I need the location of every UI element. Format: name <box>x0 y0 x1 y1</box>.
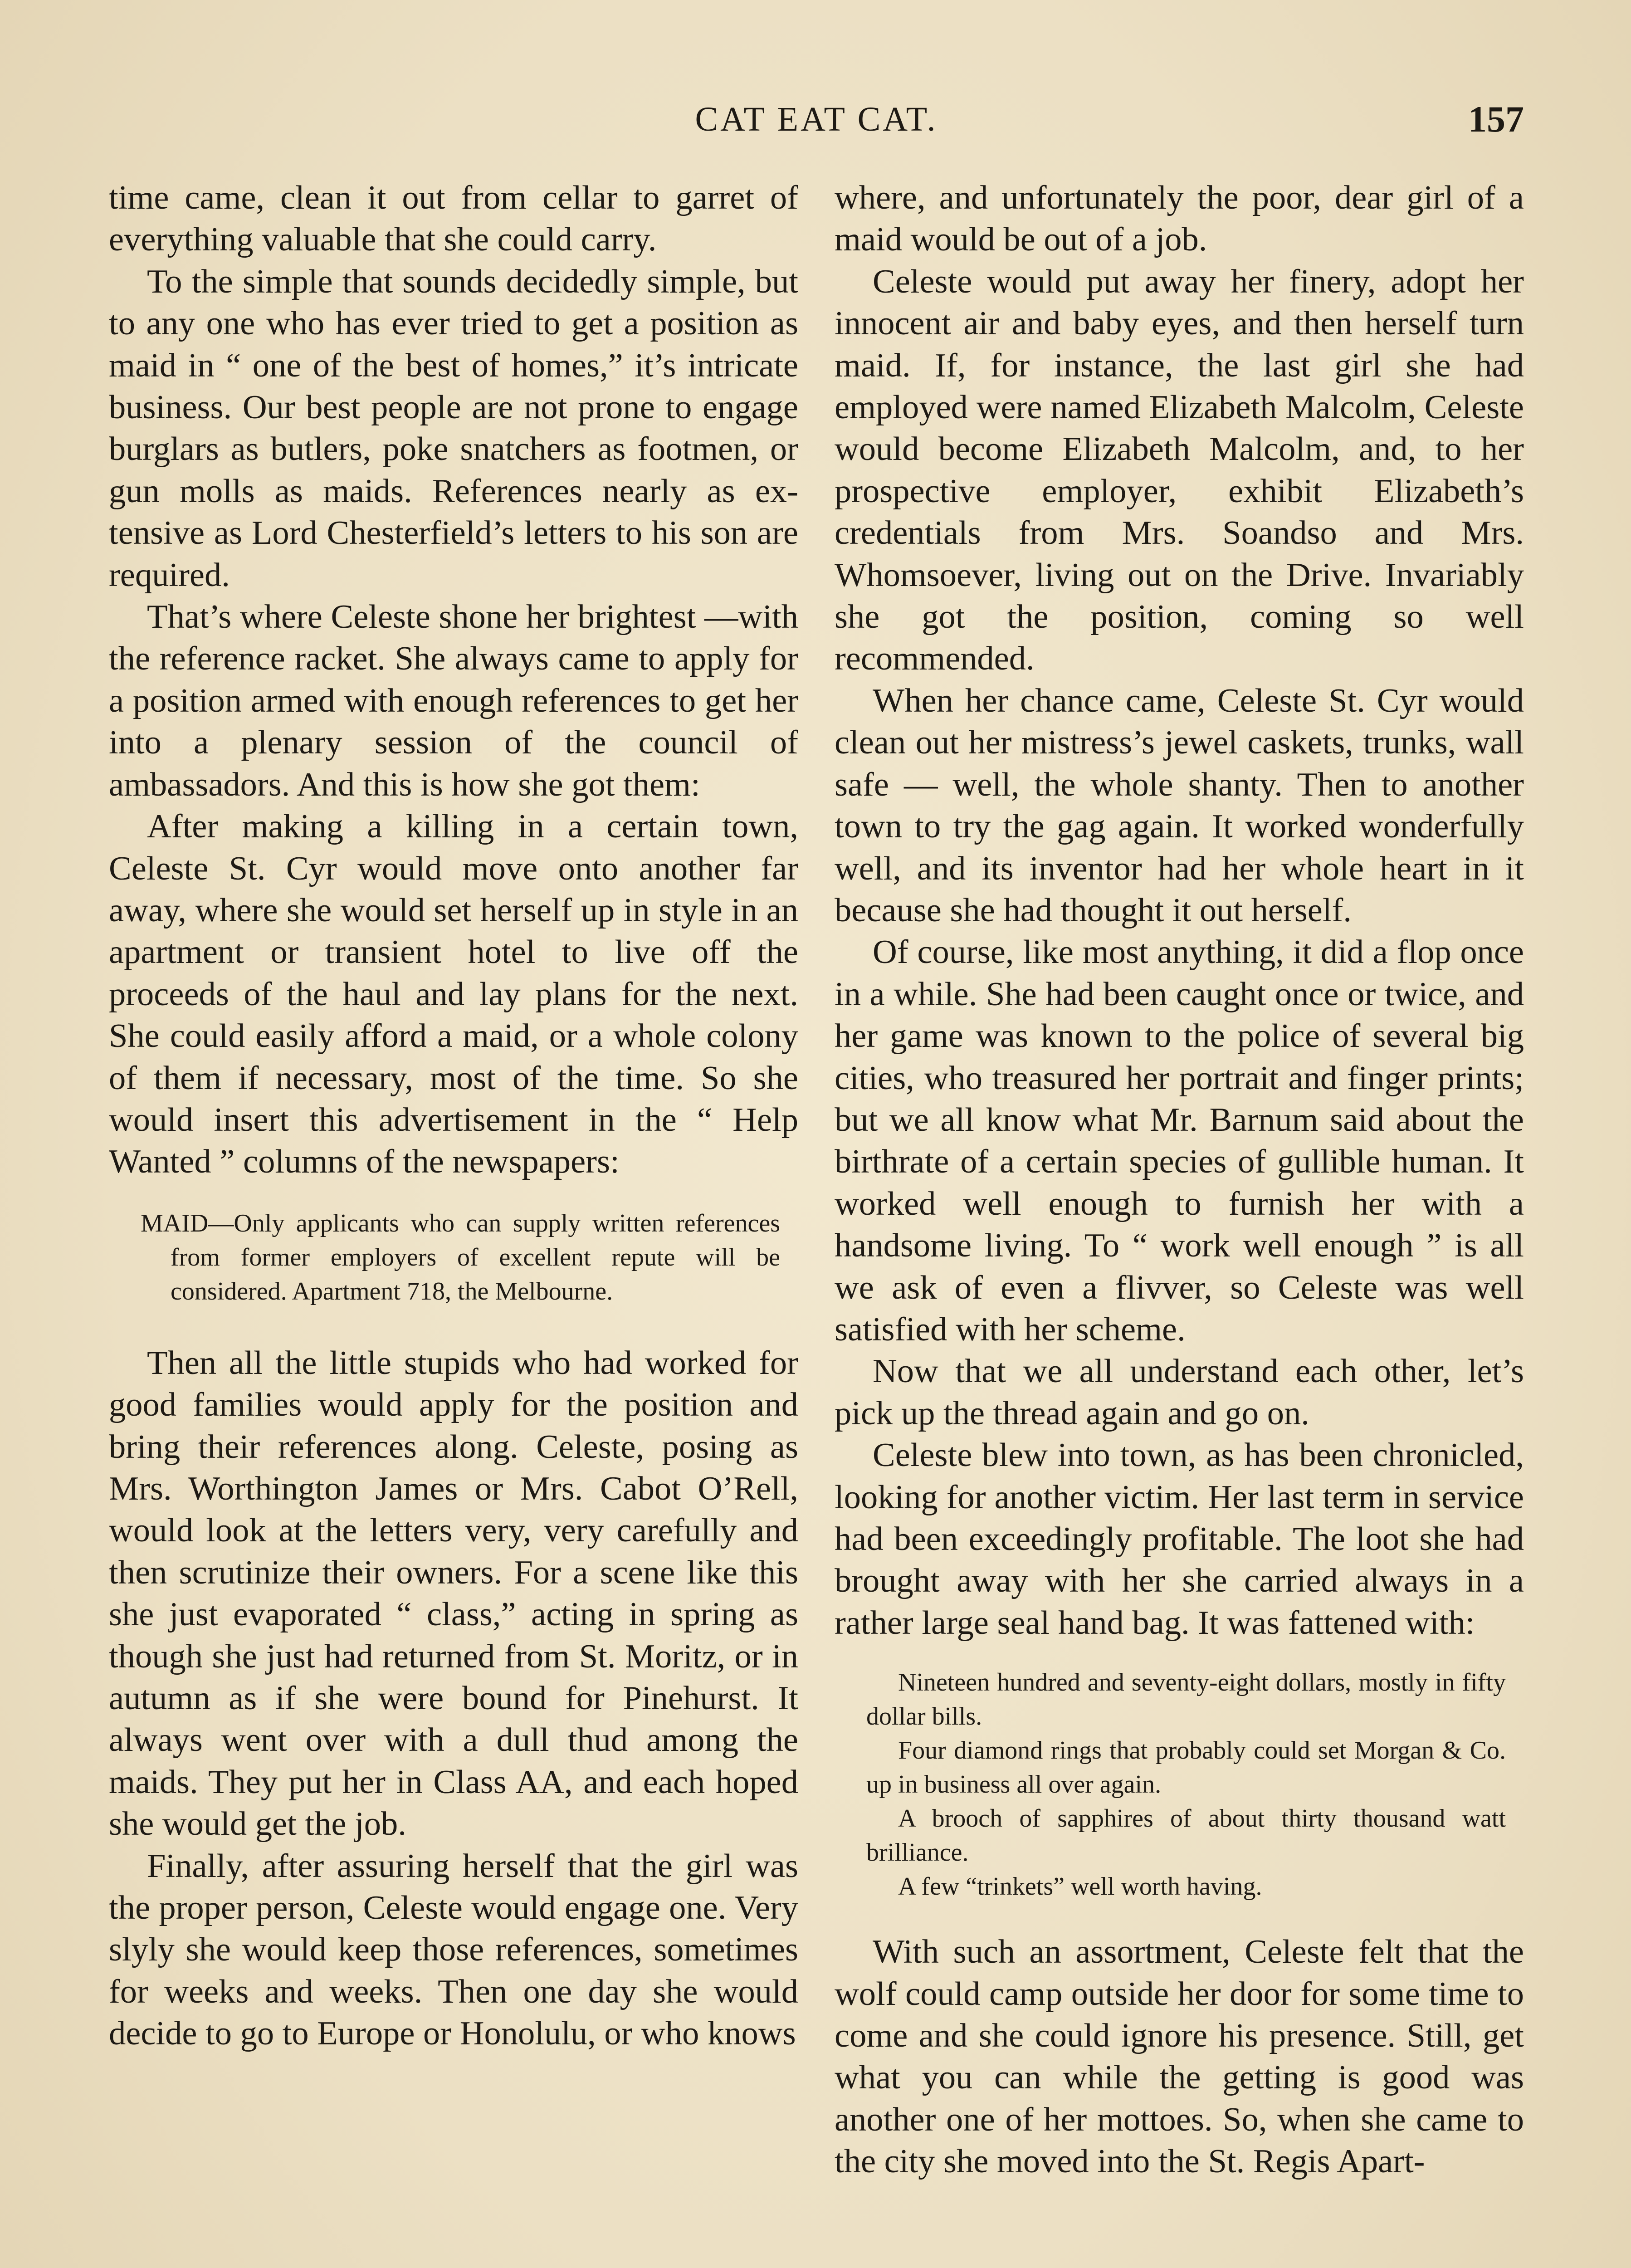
paragraph: time came, clean it out from cellar to garret of everything valuable that she could carry. <box>109 179 798 259</box>
page-header <box>109 100 1524 150</box>
paragraph: After making a killing in a certain town, Celeste St. Cyr would move onto another far away, where she would set herself up in style in an apartment or transient hotel to live off the proceeds of the haul and lay plans for the next. She could easily afford a maid, or a whole colony of them if necessary, most of the time. So she would insert this advertisement in the “ Help Wanted ” columns of the newspapers: <box>109 808 798 1181</box>
paragraph: When her chance came, Celeste St. Cyr would clean out her mistress’s jewel caskets, trunks, wall safe — well, the whole shanty. Then to another town to try the gag again. It worked wonderfully well, and its inventor had her whole heart in it because she had thought it out herself. <box>835 682 1524 929</box>
left-column <box>109 177 798 2268</box>
loot-list <box>835 1666 1524 1904</box>
paragraph: Celeste would put away her finery, adopt her innocent air and baby eyes, and then herself turn maid. If, for instance, the last girl she had employed were named Elizabeth Malcolm, Celeste would become Elizabeth Malcolm, and, to her prospective employer, exhibit Elizabeth’s credentials from Mrs. Soandso and Mrs. Whomsoever, living out on the Drive. Invariably she got the position, coming so well recommended. <box>835 263 1524 678</box>
paragraph: where, and unfortunately the poor, dear girl of a maid would be out of a job. <box>835 179 1524 259</box>
loot-item: A few “trinkets” well worth having. <box>898 1872 1262 1901</box>
paragraph: With such an assortment, Celeste felt that the wolf could camp outside her door for some time to come and she could ignore his presence. Still, get what you can while the getting is good was another one of her mottoes. So, when she came to the city she moved into the St. Regis Apart- <box>835 1933 1524 2180</box>
paragraph: Celeste blew into town, as has been chronicled, looking for another victim. Her last term in service had been exceedingly profitable. The loot she had brought away with her she carried always in a rather large seal hand bag. It was fattened with: <box>835 1437 1524 1642</box>
paragraph: Of course, like most anything, it did a flop once in a while. She had been caught once or twice, and her game was known to the police of several big cities, who treasured her portrait and finger prints; but we all know what Mr. Barnum said about the birthrate of a certain species of gullible human. It worked well enough to furnish her with a handsome living. To “ work well enough ” is all we ask of even a flivver, so Celeste was well satisfied with her scheme. <box>835 934 1524 1348</box>
paragraph: That’s where Celeste shone her brightest —with the reference racket. She always came to apply for a position armed with enough references to get her into a plenary session of the council of ambassadors. And this is how she got them: <box>109 598 798 803</box>
running-title: CAT EAT CAT. <box>695 100 938 138</box>
paragraph: Now that we all understand each other, let’s pick up the thread again and go on. <box>835 1353 1524 1432</box>
advertisement-text: MAID—Only applicants who can supply written references from former employers of excellent repute will be considered. Apartment 718, the Melbourne. <box>141 1209 780 1305</box>
page-number: 157 <box>1468 98 1524 140</box>
paragraph: Then all the little stupids who had worked for good families would apply for the position and bring their references along. Celeste, posing as Mrs. Worthington James or Mrs. Cabot O’Rell, would look at the letters very, very carefully and then scrutinize their owners. For a scene like this she just evaporated “ class,” acting in spring as though she just had returned from St. Moritz, or in autumn as if she were bound for Pinehurst. It always went over with a dull thud among the maids. They put her in Class AA, and each hoped she would get the job. <box>109 1344 798 1843</box>
right-column <box>835 177 1524 2268</box>
classified-advertisement <box>109 1207 798 1309</box>
paragraph: To the simple that sounds decidedly simple, but to any one who has ever tried to get a position as maid in “ one of the best of homes,” it’s intricate business. Our best people are not prone to engage burglars as butlers, poke snatchers as footmen, or gun molls as maids. References nearly as extensive as Lord Chesterfield’s letters to his son are required. <box>109 263 798 594</box>
loot-item: Four diamond rings that probably could set Morgan & Co. up in business all over again. <box>866 1736 1506 1799</box>
loot-item: Nineteen hundred and seventy-eight dollars, mostly in fifty dollar bills. <box>866 1668 1506 1731</box>
paragraph: Finally, after assuring herself that the girl was the proper person, Celeste would engage one. Very slyly she would keep those references, sometimes for weeks and weeks. Then one day she would decide to go to Europe or Honolulu, or who knows <box>109 1847 798 2053</box>
loot-item: A brooch of sapphires of about thirty thousand watt brilliance. <box>866 1804 1506 1867</box>
